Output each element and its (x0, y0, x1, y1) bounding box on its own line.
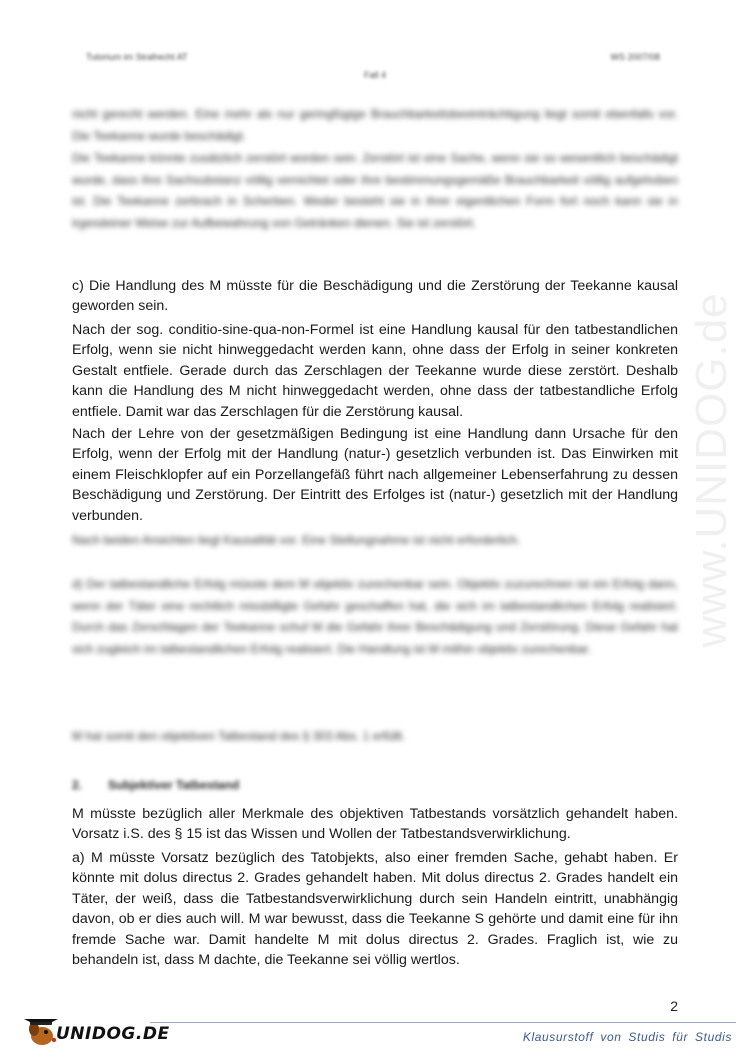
paragraph-vorsatz: M müsste bezüglich aller Merkmale des objektiven Tatbestands vorsätzlich gehandelt haben. Vorsatz i.S. des § 15 ist das Wissen und Wollen der Tatbestandsverwirklichung. (72, 806, 678, 843)
blurred-paragraph: Die Teekanne könnte zusätzlich zerstört worden sein. Zerstört ist eine Sache, wenn sie so wesentlich beschädigt wurde, dass ihre Sachsubstanz völlig vernichtet oder ihre bestimmungsgemäße Brauchbarkeit völlig aufgehoben ist. Die Teekanne zerbrach in Scherben. Weder besteht sie in ihrer eigentlichen Form fort noch kann sie in irgendeiner Weise zur Aufbewahrung von Getränken dienen. Sie ist zerstört. (72, 151, 678, 230)
blurred-paragraph: M hat somit den objektiven Tatbestand des § 303 Abs. 1 erfüllt. (72, 729, 406, 743)
blurred-paragraph: d) Der tatbestandliche Erfolg müsste dem M objektiv zurechenbar sein. Objektiv zuzurechnen ist ein Erfolg dann, wenn der Täter eine rechtlich missbilligte Gefahr geschaffen hat, die sich im tatbestandlichen Erfolg realisiert. Durch das Zerschlagen der Teekanne schuf M die Gefahr ihrer Beschädigung und Zerstörung. Diese Gefahr hat sich zugleich im tatbestandlichen Erfolg realisiert. Die Handlung ist M mithin objektiv zurechenbar. (72, 577, 678, 656)
footer-divider (150, 1022, 736, 1023)
paragraph-conditio-sine-qua-non: Nach der sog. conditio-sine-qua-non-Formel ist eine Handlung kausal für den tatbestandlichen Erfolg, wenn sie nicht hinweggedacht werden kann, ohne dass der Erfolg in seiner konkreten Gestalt entfiele. Gerade durch das Zerschlagen der Teekanne wurde diese zerstört. Deshalb kann die Handlung des M nicht hinweggedacht werden, ohne dass der tatbestandliche Erfolg entfiele. Damit war das Zerschlagen für die Zerstörung kausal. (72, 322, 678, 420)
paragraph-causality-intro: c) Die Handlung des M müsste für die Beschädigung und die Zerstörung der Teekanne kausal geworden sein. (72, 278, 678, 315)
header-semester: WS 2007/08 (610, 52, 660, 62)
blurred-paragraph: nicht gerecht werden. Eine mehr als nur geringfügige Brauchbarkeitsbeeinträchtigung liegt somit ebenfalls vor. Die Teekanne wurde beschädigt. (72, 107, 678, 143)
blurred-paragraph: Nach beiden Ansichten liegt Kausalität vor. Eine Stellungnahme ist nicht erforderlich. (72, 533, 521, 547)
section-title: Subjektiver Tatbestand (108, 778, 240, 792)
paragraph-dolus-directus: a) M müsste Vorsatz bezüglich des Tatobjekts, also einer fremden Sache, gehabt haben. Er könnte mit dolus directus 2. Grades gehandelt haben. Mit dolus directus 2. Grades handelt ein Täter, der weiß, dass die Tatbestandsverwirklichung durch sein Handeln eintritt, unabhängig davon, ob er dies auch will. M war bewusst, dass die Teekanne S gehörte und damit eine für ihn fremde Sache war. Damit handelte M mit dolus directus 2. Grades. Fraglich ist, wie zu behandeln ist, dass M dachte, die Teekanne sei völlig wertlos. (72, 850, 678, 969)
logo-text: UNIDOG.DE (56, 1024, 170, 1044)
header-course: Tutorium im Strafrecht AT (86, 52, 188, 62)
dog-mascot-icon (24, 1019, 58, 1045)
header-case: Fall 4 (363, 70, 386, 80)
section-number: 2. (72, 778, 83, 792)
page-number: 2 (670, 998, 678, 1014)
watermark: www.UNIDOG.de (687, 292, 736, 648)
paragraph-gesetzmaessige-bedingung: Nach der Lehre von der gesetzmäßigen Bedingung ist eine Handlung dann Ursache für den Erfolg, wenn der Erfolg mit der Handlung (natur-) gesetzlich verbunden ist. Das Einwirken mit einem Fleischklopfer auf ein Porzellangefäß führt nach allgemeiner Lebenserfahrung zu dessen Beschädigung und Zerstörung. Der Eintritt des Erfolges ist (natur-) gesetzlich mit der Handlung verbunden. (72, 426, 678, 524)
section-heading (72, 778, 239, 792)
footer-tagline: Klausurstoff von Studis für Studis (522, 1030, 732, 1044)
